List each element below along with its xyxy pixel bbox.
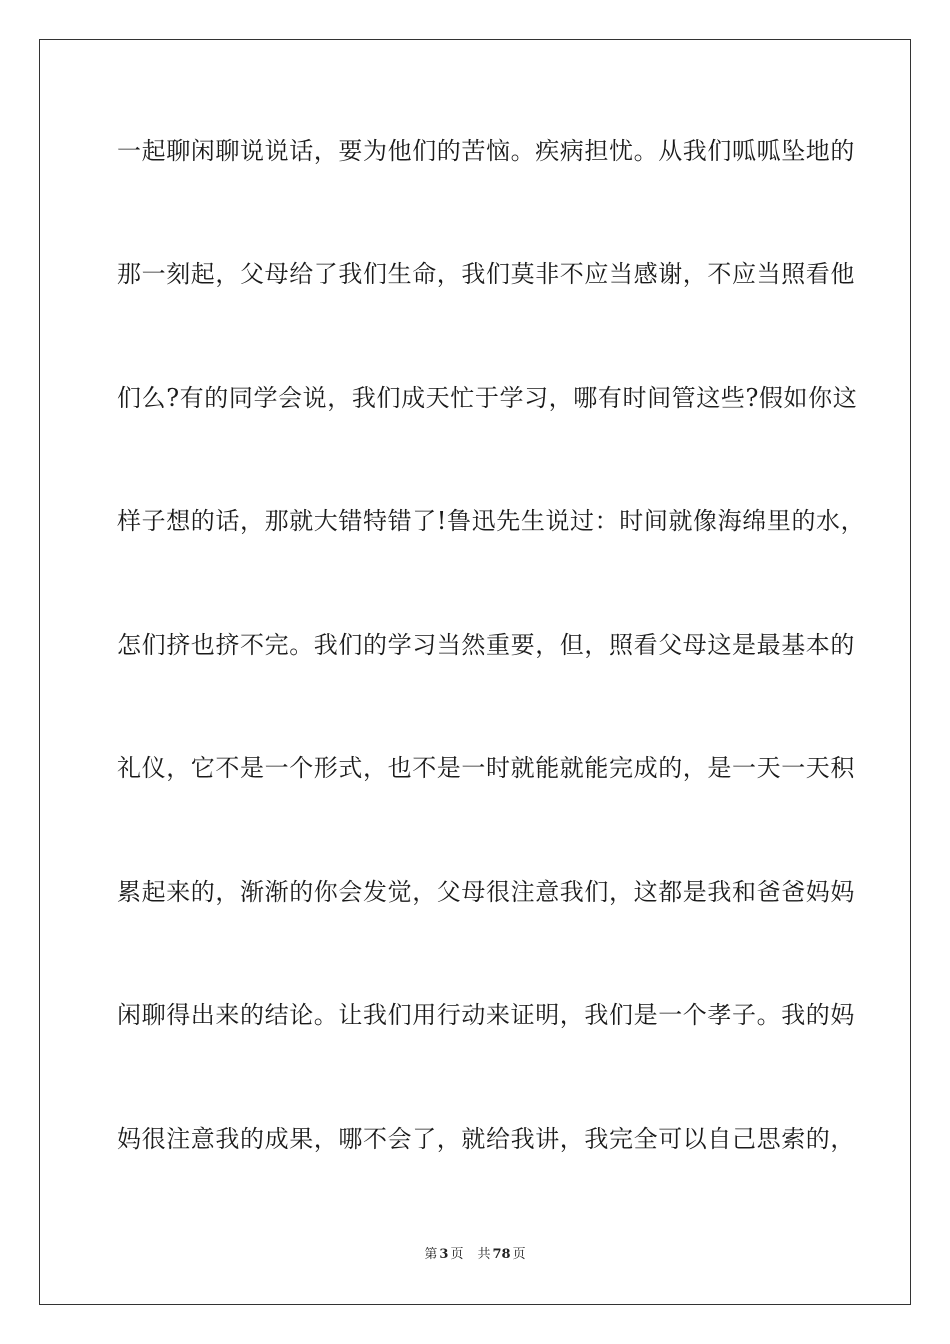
page-prefix: 第	[424, 1247, 438, 1262]
body-text-line: 妈很注意我的成果，哪不会了，就给我讲，我完全可以自己思索的，	[117, 1125, 855, 1153]
body-text-line: 累起来的，渐渐的你会发觉，父母很注意我们，这都是我和爸爸妈妈	[117, 878, 855, 906]
body-text-line: 一起聊闲聊说说话，要为他们的苦恼。疾病担忧。从我们呱呱坠地的	[117, 137, 855, 165]
body-text-line: 怎们挤也挤不完。我们的学习当然重要，但，照看父母这是最基本的	[117, 631, 855, 659]
page-border	[39, 39, 911, 1305]
body-text-line: 闲聊得出来的结论。让我们用行动来证明，我们是一个孝子。我的妈	[117, 1001, 855, 1029]
total-suffix: 页	[512, 1247, 526, 1262]
total-pages: 78	[492, 1247, 511, 1262]
page-number: 3	[439, 1247, 449, 1262]
body-text-line: 礼仪，它不是一个形式，也不是一时就能就能完成的，是一天一天积	[117, 754, 855, 782]
body-text-line: 那一刻起，父母给了我们生命，我们莫非不应当感谢，不应当照看他	[117, 260, 855, 288]
total-prefix: 共	[477, 1247, 491, 1262]
body-text-line: 样子想的话，那就大错特错了!鲁迅先生说过：时间就像海绵里的水，	[117, 507, 866, 535]
body-text-line: 们么?有的同学会说，我们成天忙于学习，哪有时间管这些?假如你这	[117, 384, 858, 412]
page-footer	[0, 1246, 950, 1264]
page-suffix: 页	[450, 1247, 464, 1262]
